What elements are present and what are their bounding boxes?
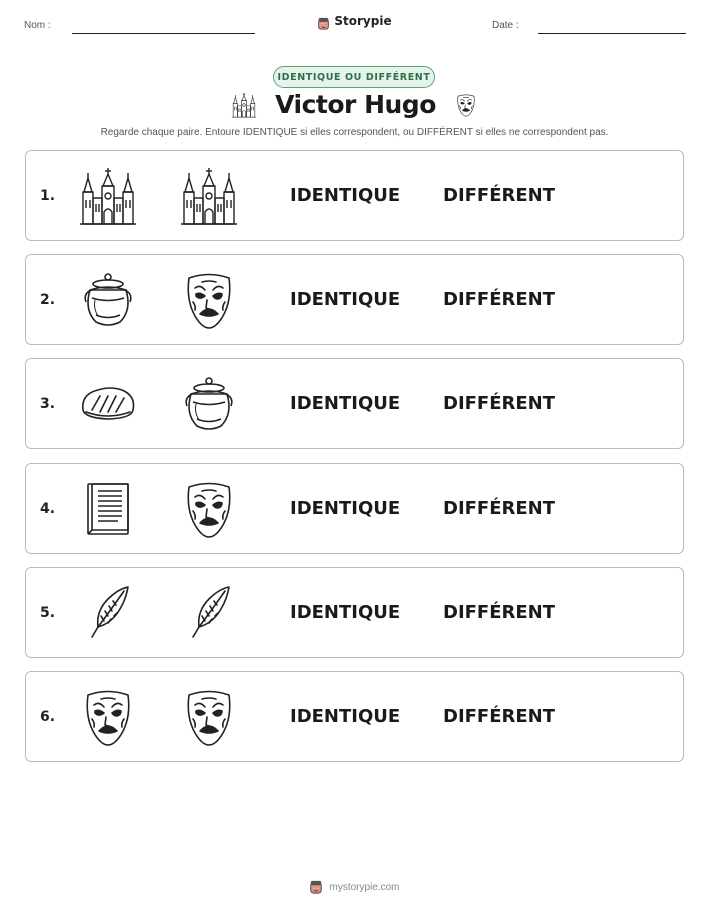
identique-choice[interactable]: IDENTIQUE	[290, 602, 401, 623]
question-row	[25, 463, 684, 554]
tragedy-mask-icon	[176, 267, 242, 333]
tragedy-mask-icon	[176, 476, 242, 542]
different-choice[interactable]: DIFFÉRENT	[443, 185, 556, 206]
question-row	[25, 671, 684, 762]
question-row	[25, 358, 684, 449]
storypie-mascot-icon	[317, 15, 330, 28]
identique-choice[interactable]: IDENTIQUE	[290, 393, 401, 414]
different-choice[interactable]: DIFFÉRENT	[443, 393, 556, 414]
storypie-mascot-icon	[309, 880, 323, 894]
cathedral-icon	[75, 163, 141, 229]
name-label: Nom :	[24, 20, 51, 31]
bread-icon	[75, 371, 141, 437]
date-line[interactable]	[538, 33, 686, 34]
quill-icon	[75, 580, 141, 646]
name-line[interactable]	[72, 33, 255, 34]
question-row	[25, 150, 684, 241]
footer	[0, 880, 709, 894]
date-label: Date :	[492, 20, 519, 31]
brand-logo	[0, 14, 709, 28]
worksheet-badge: IDENTIQUE OU DIFFÉRENT	[273, 66, 435, 88]
pot-icon	[75, 267, 141, 333]
identique-choice[interactable]: IDENTIQUE	[290, 706, 401, 727]
pot-icon	[176, 371, 242, 437]
page-title: Victor Hugo	[275, 90, 436, 119]
tragedy-mask-icon	[75, 684, 141, 750]
instructions: Regarde chaque paire. Entoure IDENTIQUE si elles correspondent, ou DIFFÉRENT si elles ne correspondent pas.	[100, 127, 609, 138]
identique-choice[interactable]: IDENTIQUE	[290, 289, 401, 310]
different-choice[interactable]: DIFFÉRENT	[443, 706, 556, 727]
identique-choice[interactable]: IDENTIQUE	[290, 185, 401, 206]
different-choice[interactable]: DIFFÉRENT	[443, 602, 556, 623]
cathedral-icon	[231, 92, 257, 118]
question-row	[25, 254, 684, 345]
brand-name: Storypie	[334, 14, 392, 28]
question-number: 5.	[40, 604, 56, 621]
question-number: 1.	[40, 187, 56, 204]
question-number: 3.	[40, 395, 56, 412]
book-icon	[75, 476, 141, 542]
different-choice[interactable]: DIFFÉRENT	[443, 498, 556, 519]
question-number: 6.	[40, 708, 56, 725]
cathedral-icon	[176, 163, 242, 229]
question-number: 4.	[40, 500, 56, 517]
different-choice[interactable]: DIFFÉRENT	[443, 289, 556, 310]
question-row	[25, 567, 684, 658]
title-row	[0, 90, 709, 119]
quill-icon	[176, 580, 242, 646]
tragedy-mask-icon	[454, 93, 478, 117]
question-number: 2.	[40, 291, 56, 308]
identique-choice[interactable]: IDENTIQUE	[290, 498, 401, 519]
tragedy-mask-icon	[176, 684, 242, 750]
footer-url[interactable]: mystorypie.com	[329, 881, 400, 893]
